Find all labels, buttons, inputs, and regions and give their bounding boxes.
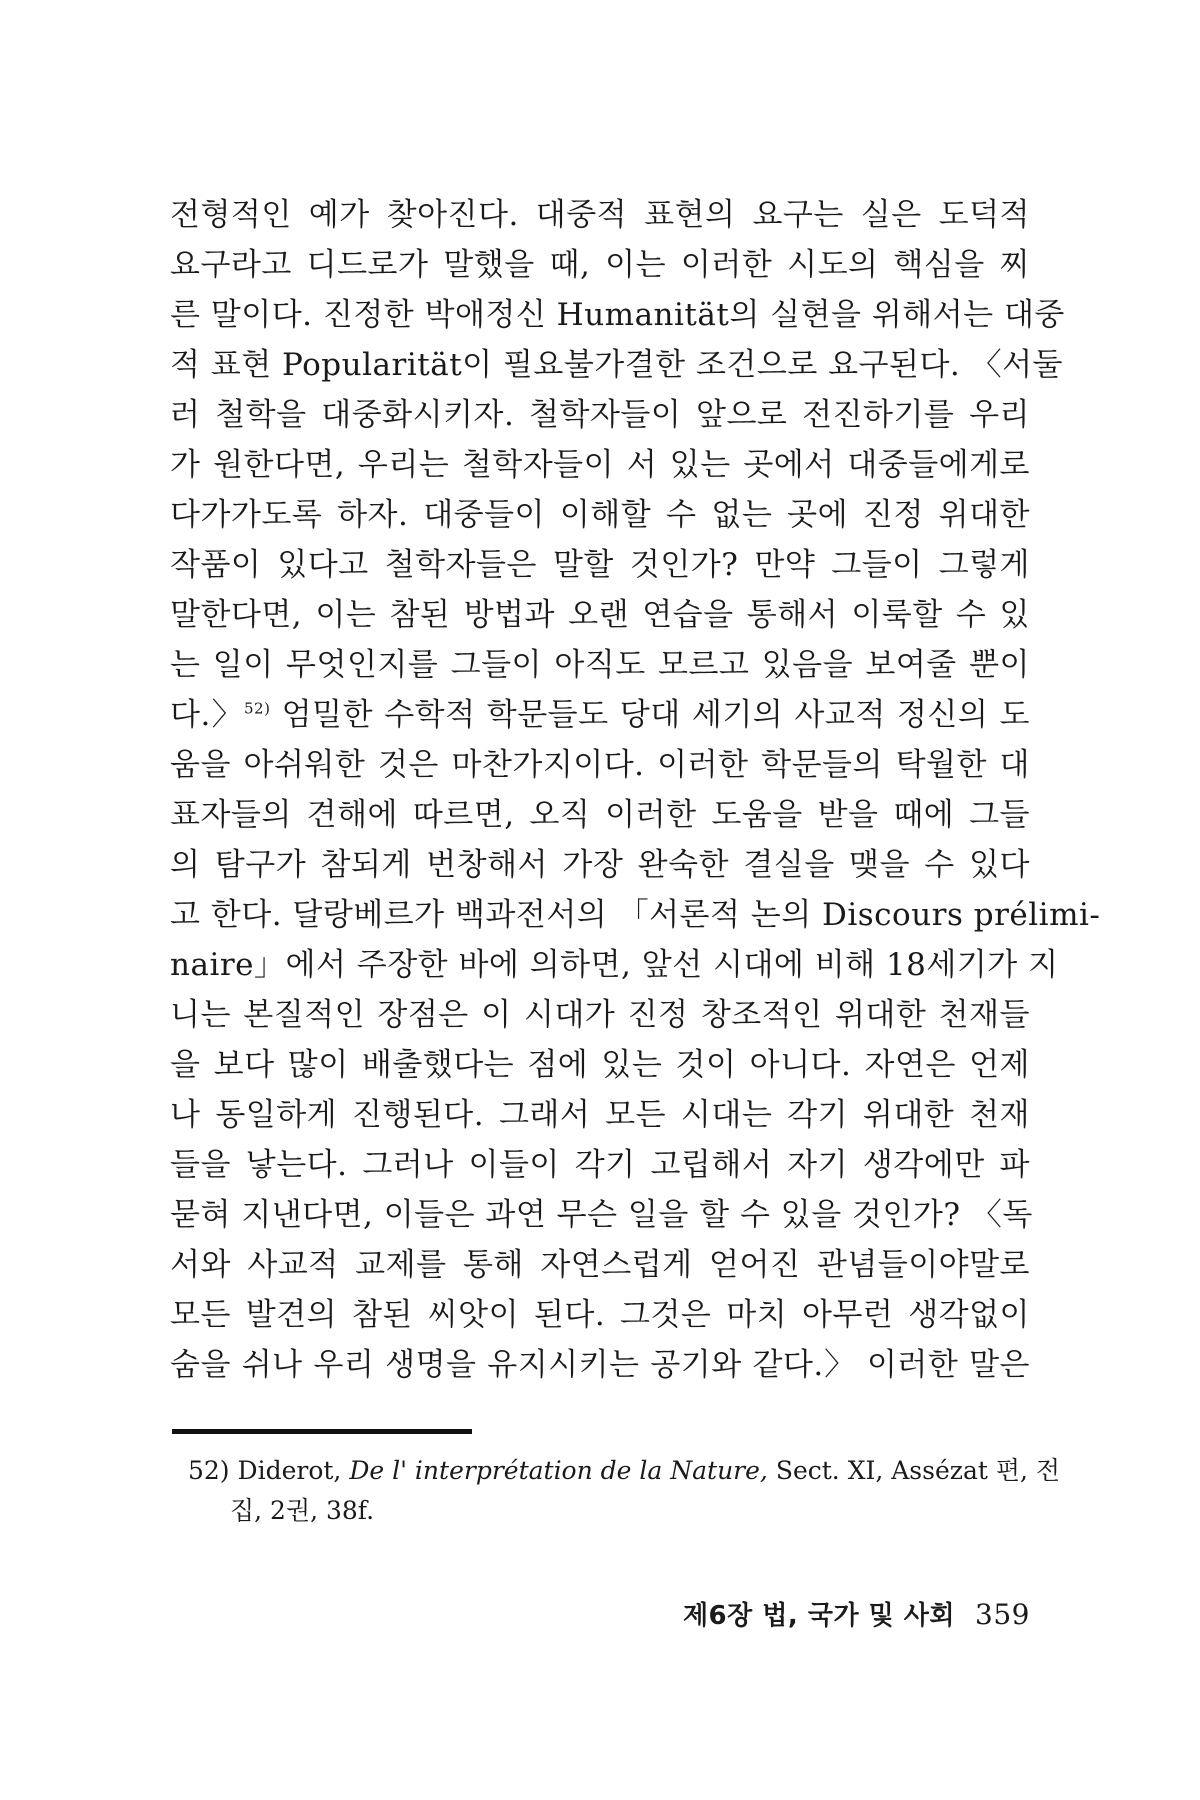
page-number: 359 xyxy=(975,1598,1030,1631)
text-line-with-footnote-ref xyxy=(170,690,1030,740)
text-segment: 엄밀한 수학적 학문들도 당대 세기의 사교적 정신의 도 xyxy=(270,697,1030,733)
text-line: 작품이 있다고 철학자들은 말할 것인가? 만약 그들이 그렇게 xyxy=(170,547,1030,583)
footnote-title: De l' interprétation de la Nature, xyxy=(349,1456,768,1485)
text-line: naire」에서 주장한 바에 의하면, 앞선 시대에 비해 18세기가 지 xyxy=(170,947,1059,983)
footnote-author: Diderot, xyxy=(237,1456,342,1485)
text-line: 표자들의 견해에 따르면, 오직 이러한 도움을 받을 때에 그들 xyxy=(170,797,1030,833)
footnote-line xyxy=(188,1451,1061,1491)
text-line: 른 말이다. 진정한 박애정신 Humanität의 실현을 위해서는 대중 xyxy=(170,297,1065,333)
footnote-line: 집, 2권, 38f. xyxy=(230,1496,375,1525)
text-line: 모든 발견의 참된 씨앗이 된다. 그것은 마치 아무런 생각없이 xyxy=(170,1297,1030,1333)
text-line: 을 보다 많이 배출했다는 점에 있는 것이 아니다. 자연은 언제 xyxy=(170,1047,1030,1083)
chapter-title: 제6장 법, 국가 및 사회 xyxy=(682,1601,956,1631)
main-text xyxy=(170,190,1101,1390)
text-line: 는 일이 무엇인지를 그들이 아직도 모르고 있음을 보여줄 뿐이 xyxy=(170,647,1030,683)
text-line: 러 철학을 대중화시키자. 철학자들이 앞으로 전진하기를 우리 xyxy=(170,397,1030,433)
text-line: 묻혀 지낸다면, 이들은 과연 무슨 일을 할 수 있을 것인가? 〈독 xyxy=(170,1197,1033,1233)
text-line: 숨을 쉬나 우리 생명을 유지시키는 공기와 같다.〉 이러한 말은 xyxy=(170,1347,1030,1383)
text-line: 전형적인 예가 찾아진다. 대중적 표현의 요구는 실은 도덕적 xyxy=(170,197,1030,233)
footnote xyxy=(188,1451,1061,1531)
footnote-reference: 52) xyxy=(244,699,271,718)
footnote-citation: Sect. XI, Assézat 편, 전 xyxy=(775,1456,1061,1485)
text-line: 말한다면, 이는 참된 방법과 오랜 연습을 통해서 이룩할 수 있 xyxy=(170,597,1030,633)
footnote-divider xyxy=(172,1429,472,1434)
text-segment: 다.〉 xyxy=(170,697,245,733)
text-line: 다가가도록 하자. 대중들이 이해할 수 없는 곳에 진정 위대한 xyxy=(170,497,1030,533)
text-line: 적 표현 Popularität이 필요불가결한 조건으로 요구된다. 〈서둘 xyxy=(170,347,1063,383)
text-line: 서와 사교적 교제를 통해 자연스럽게 얻어진 관념들이야말로 xyxy=(170,1247,1030,1283)
page-footer xyxy=(683,1595,1030,1632)
text-line: 움을 아쉬워한 것은 마찬가지이다. 이러한 학문들의 탁월한 대 xyxy=(170,747,1030,783)
text-line: 요구라고 디드로가 말했을 때, 이는 이러한 시도의 핵심을 찌 xyxy=(170,247,1030,283)
footnote-number: 52) xyxy=(188,1456,230,1485)
text-line: 의 탐구가 참되게 번창해서 가장 완숙한 결실을 맺을 수 있다 xyxy=(170,847,1030,883)
text-line: 니는 본질적인 장점은 이 시대가 진정 창조적인 위대한 천재들 xyxy=(170,997,1030,1033)
text-line: 나 동일하게 진행된다. 그래서 모든 시대는 각기 위대한 천재 xyxy=(170,1097,1030,1133)
text-line: 고 한다. 달랑베르가 백과전서의 「서론적 논의 Discours prélimi- xyxy=(170,897,1101,933)
text-line: 가 원한다면, 우리는 철학자들이 서 있는 곳에서 대중들에게로 xyxy=(170,447,1030,483)
text-line: 들을 낳는다. 그러나 이들이 각기 고립해서 자기 생각에만 파 xyxy=(170,1147,1030,1183)
